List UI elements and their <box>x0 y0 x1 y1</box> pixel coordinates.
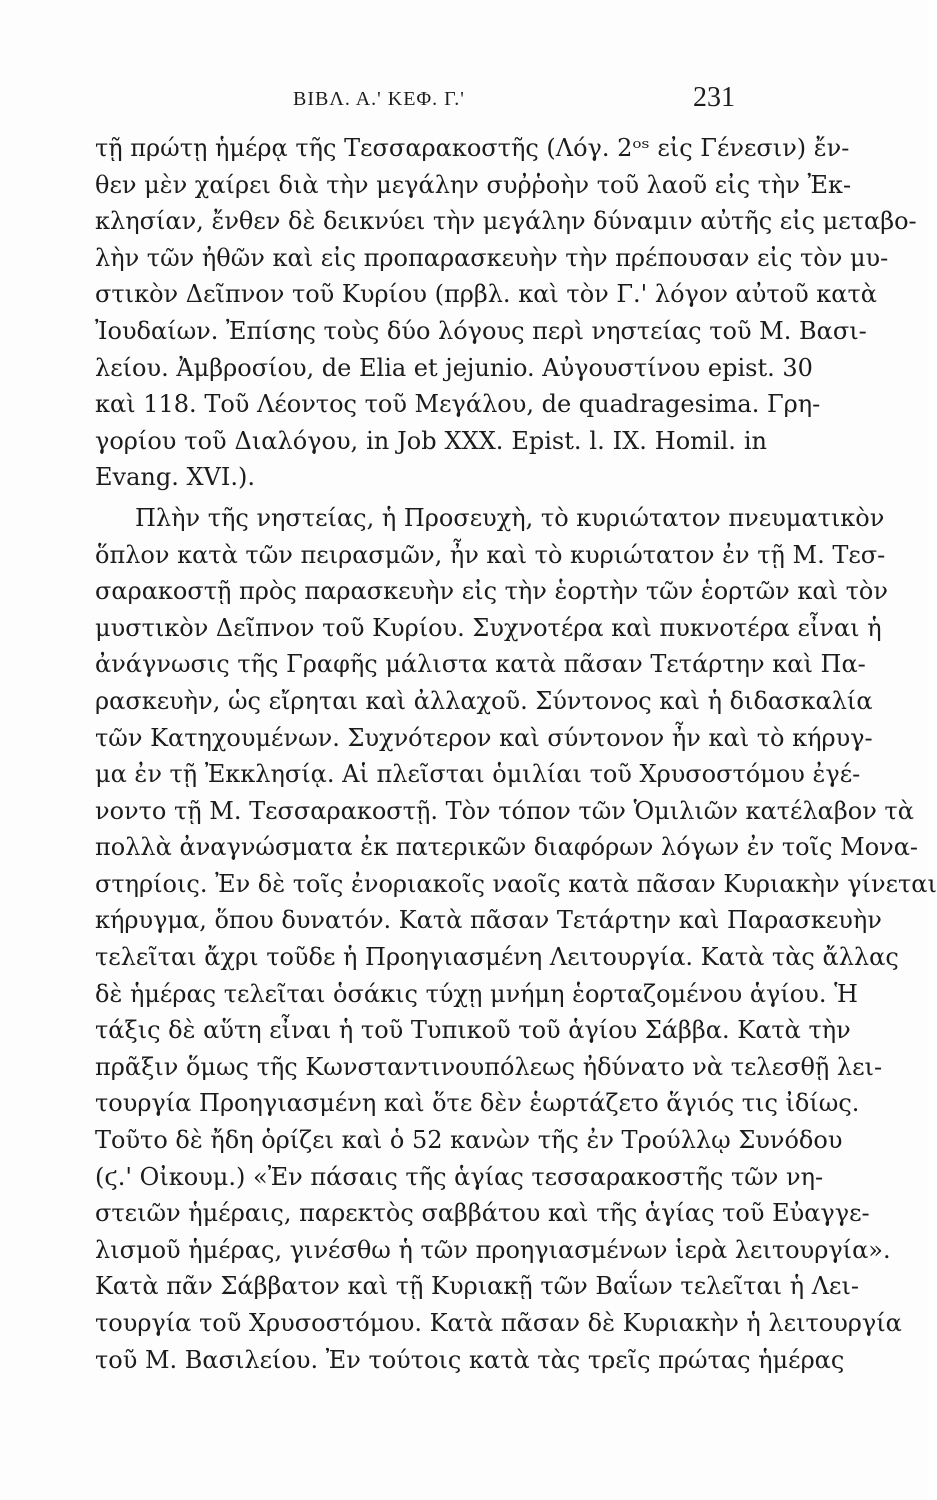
text-line: κήρυγμα, ὅπου δυνατόν. Κατὰ πᾶσαν Τετάρτην καὶ Παρασκευὴν <box>95 906 882 935</box>
text-line: Evang. XVI.). <box>95 463 255 492</box>
text-line: πρᾶξιν ὅμως τῆς Κωνσταντινουπόλεως ἠδύνατο νὰ τελεσθῇ λει- <box>95 1052 883 1081</box>
text-line: κλησίαν, ἔνθεν δὲ δεικνύει τὴν μεγάλην δύναμιν αὐτῆς εἰς μεταβο- <box>95 207 917 236</box>
text-line: λὴν τῶν ἠθῶν καὶ εἰς προπαρασκευὴν τὴν πρέπουσαν εἰς τὸν μυ- <box>95 243 889 272</box>
text-line: στηρίοις. Ἐν δὲ τοῖς ἐνοριακοῖς ναοῖς κατὰ πᾶσαν Κυριακὴν γίνεται <box>95 869 937 898</box>
text-line: καὶ 118. Τοῦ Λέοντος τοῦ Μεγάλου, de quadragesima. Γρη- <box>95 390 821 419</box>
text-line: μυστικὸν Δεῖπνον τοῦ Κυρίου. Συχνοτέρα καὶ πυκνοτέρα εἶναι ἡ <box>95 613 882 642</box>
text-line: Τοῦτο δὲ ἤδη ὁρίζει καὶ ὁ 52 κανὼν τῆς ἐν Τρούλλῳ Συνόδου <box>95 1126 843 1155</box>
text-line: τάξις δὲ αὕτη εἶναι ἡ τοῦ Τυπικοῦ τοῦ ἁγίου Σάββα. Κατὰ τὴν <box>95 1016 851 1045</box>
text-line: πολλὰ ἀναγνώσματα ἐκ πατερικῶν διαφόρων λόγων ἐν τοῖς Μονα- <box>95 833 919 862</box>
text-line: τοῦ Μ. Βασιλείου. Ἐν τούτοις κατὰ τὰς τρεῖς πρώτας ἡμέρας <box>95 1345 845 1374</box>
text-line: νοντο τῇ Μ. Τεσσαρακοστῇ. Τὸν τόπον τῶν Ὁμιλιῶν κατέλαβον τὰ <box>95 796 914 825</box>
text-line: ἀνάγνωσις τῆς Γραφῆς μάλιστα κατὰ πᾶσαν Τετάρτην καὶ Πα- <box>95 650 866 679</box>
text-line: τουργία Προηγιασμένη καὶ ὅτε δὲν ἑωρτάζετο ἅγιός τις ἰδίως. <box>95 1089 860 1118</box>
paragraph-1 <box>95 130 917 496</box>
text-line: (ϛ.' Οἰκουμ.) «Ἐν πάσαις τῆς ἁγίας τεσσαρακοστῆς τῶν νη- <box>95 1162 824 1191</box>
body-text <box>95 130 937 1378</box>
text-line: λισμοῦ ἡμέρας, γινέσθω ἡ τῶν προηγιασμένων ἱερὰ λειτουργία». <box>95 1235 891 1264</box>
text-line: στικὸν Δεῖπνον τοῦ Κυρίου (πρβλ. καὶ τὸν Γ.' λόγον αὐτοῦ κατὰ <box>95 280 877 309</box>
text-line: τῇ πρώτῃ ἡμέρᾳ τῆς Τεσσαρακοστῆς (Λόγ. 2ᵒˢ εἰς Γένεσιν) ἔν- <box>95 134 850 162</box>
text-line: δὲ ἡμέρας τελεῖται ὁσάκις τύχῃ μνήμη ἑορταζομένου ἁγίου. Ἡ <box>95 979 858 1008</box>
text-line: Πλὴν τῆς νηστείας, ἡ Προσευχὴ, τὸ κυριώτατον πνευματικὸν <box>135 503 885 532</box>
text-line: ρασκευὴν, ὡς εἴρηται καὶ ἀλλαχοῦ. Σύντονος καὶ ἡ διδασκαλία <box>95 686 873 715</box>
text-line: θεν μὲν χαίρει διὰ τὴν μεγάλην συῤῥοὴν τοῦ λαοῦ εἰς τὴν Ἐκ- <box>95 170 852 199</box>
running-head <box>95 82 735 118</box>
text-line: μα ἐν τῇ Ἐκκλησίᾳ. Αἱ πλεῖσται ὁμιλίαι τοῦ Χρυσοστόμου ἐγέ- <box>95 760 861 789</box>
running-title: ΒΙΒΛ. Α.' ΚΕΦ. Γ.' <box>293 88 465 110</box>
text-line: σαρακοστῇ πρὸς παρασκευὴν εἰς τὴν ἑορτὴν τῶν ἑορτῶν καὶ τὸν <box>95 577 888 606</box>
paragraph-2 <box>95 500 937 1378</box>
text-line: τῶν Κατηχουμένων. Συχνότερον καὶ σύντονον ἦν καὶ τὸ κήρυγ- <box>95 723 873 752</box>
text-line: τελεῖται ἄχρι τοῦδε ἡ Προηγιασμένη Λειτουργία. Κατὰ τὰς ἄλλας <box>95 943 899 972</box>
text-line: γορίου τοῦ Διαλόγου, in Job XXX. Epist. l. IX. Homil. in <box>95 426 767 455</box>
text-line: Ἰουδαίων. Ἐπίσης τοὺς δύο λόγους περὶ νηστείας τοῦ Μ. Βασι- <box>95 316 867 345</box>
text-line: Κατὰ πᾶν Σάββατον καὶ τῇ Κυριακῇ τῶν Βαΐων τελεῖται ἡ Λει- <box>95 1272 860 1301</box>
text-line: στειῶν ἡμέραις, παρεκτὸς σαββάτου καὶ τῆς ἁγίας τοῦ Εὐαγγε- <box>95 1199 870 1228</box>
text-line: τουργία τοῦ Χρυσοστόμου. Κατὰ πᾶσαν δὲ Κυριακὴν ἡ λειτουργία <box>95 1309 902 1337</box>
text-line: λείου. Ἀμβροσίου, de Elia et jejunio. Αὐγουστίνου epist. 30 <box>95 353 813 382</box>
page-number: 231 <box>693 82 735 113</box>
text-line: ὅπλον κατὰ τῶν πειρασμῶν, ἦν καὶ τὸ κυριώτατον ἐν τῇ Μ. Τεσ- <box>95 540 886 569</box>
